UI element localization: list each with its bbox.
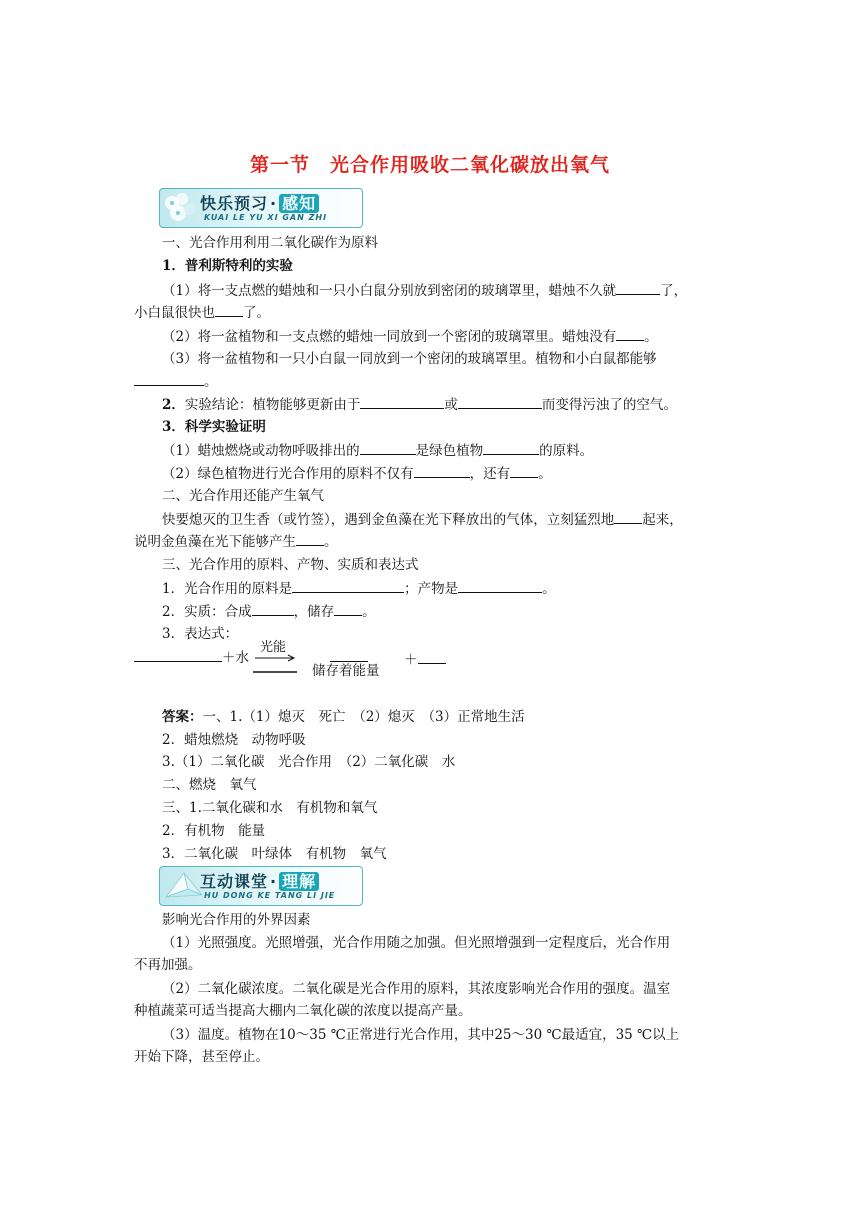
answers-line: 答案：一、1.（1）熄灭 死亡 （2）熄灭 （3）正常地生活 xyxy=(162,709,525,725)
paragraph: 2．实质：合成 ，储存 。 xyxy=(162,604,376,620)
equation-plus: ＋ xyxy=(404,652,418,668)
answers-line: 2．有机物 能量 xyxy=(162,823,266,839)
paragraph: （3）将一盆植物和一只小白鼠一同放到一个密闭的玻璃罩里。植物和小白鼠都能够 xyxy=(162,351,657,367)
banner-title: 互动课堂 xyxy=(200,872,269,891)
paragraph: 说明金鱼藻在光下能够产生 。 xyxy=(134,534,338,550)
answers-line: 3．二氧化碳 叶绿体 有机物 氧气 xyxy=(162,846,387,862)
paragraph: 开始下降，甚至停止。 xyxy=(134,1049,269,1065)
equation-light-label: 光能 xyxy=(260,640,287,655)
banner-highlight: 感知 xyxy=(279,194,319,213)
paragraph: 。 xyxy=(134,372,218,391)
reaction-arrow-icon xyxy=(253,650,299,678)
section-heading: 二、光合作用还能产生氧气 xyxy=(162,488,324,504)
paragraph: 3．表达式： xyxy=(162,626,239,642)
section-heading: 影响光合作用的外界因素 xyxy=(162,912,311,928)
paragraph: （2）二氧化碳浓度。二氧化碳是光合作用的原料，其浓度影响光合作用的强度。温室 xyxy=(162,981,671,997)
paragraph: 快要熄灭的卫生香（或竹签），遇到金鱼藻在光下释放出的气体，立刻猛烈地 起来， xyxy=(162,512,683,528)
equation-plus-water: ＋水 xyxy=(222,650,249,666)
section-heading: 三、光合作用的原料、产物、实质和表达式 xyxy=(162,557,419,573)
page-title: 第一节 光合作用吸收二氧化碳放出氧气 xyxy=(249,154,610,176)
banner-pinyin: KUAI LE YU XI GAN ZHI xyxy=(204,213,328,222)
equation-energy-label: 储存着能量 xyxy=(312,663,380,679)
paragraph: （2）将一盆植物和一支点燃的蜡烛一同放到一个密闭的玻璃罩里。蜡烛没有 。 xyxy=(162,329,658,345)
answers-label: 答案： xyxy=(162,709,203,725)
paragraph: （1）光照强度。光照增强，光合作用随之加强。但光照增强到一定程度后，光合作用 xyxy=(162,935,671,951)
paragraph: 小白鼠很快也 了。 xyxy=(134,305,270,321)
banner-title: 快乐预习 xyxy=(200,194,269,213)
paragraph: 不再加强。 xyxy=(134,957,202,973)
answers-line: 三、1.二氧化碳和水 有机物和氧气 xyxy=(162,800,378,816)
answers-line: 3.（1）二氧化碳 光合作用 （2）二氧化碳 水 xyxy=(162,754,456,770)
item-heading: 1．普利斯特利的实验 xyxy=(162,258,293,274)
paragraph: 2．实验结论：植物能够更新由于 或 而变得污浊了的空气。 xyxy=(162,397,677,413)
paragraph: 1．光合作用的原料是 ；产物是 。 xyxy=(162,581,556,597)
paragraph: （1）将一支点燃的蜡烛和一只小白鼠分别放到密闭的玻璃罩里，蜡烛不久就 了， xyxy=(162,283,688,299)
section-banner-interactive: 互动课堂 · 理解 HU DONG KE TANG LI JIE xyxy=(159,866,363,906)
section-heading: 一、光合作用利用二氧化碳作为原料 xyxy=(162,235,378,251)
paragraph: （1）蜡烛燃烧或动物呼吸排出的 是绿色植物 的原料。 xyxy=(162,443,594,459)
banner-pinyin: HU DONG KE TANG LI JIE xyxy=(204,891,336,900)
paragraph: （2）绿色植物进行光合作用的原料不仅有 ，还有 。 xyxy=(162,466,552,482)
paragraph: 种植蔬菜可适当提高大棚内二氧化碳的浓度以提高产量。 xyxy=(134,1003,472,1019)
answers-line: 二、燃烧 氧气 xyxy=(162,777,257,793)
section-banner-preview: 快乐预习 · 感知 KUAI LE YU XI GAN ZHI xyxy=(159,188,363,228)
item-heading: 3．科学实验证明 xyxy=(162,419,266,435)
answers-line: 2．蜡烛燃烧 动物呼吸 xyxy=(162,732,306,748)
paragraph: （3）温度。植物在10～35 ℃正常进行光合作用，其中25～30 ℃最适宜，35 ℃以上 xyxy=(162,1027,680,1043)
banner-highlight: 理解 xyxy=(279,872,319,891)
